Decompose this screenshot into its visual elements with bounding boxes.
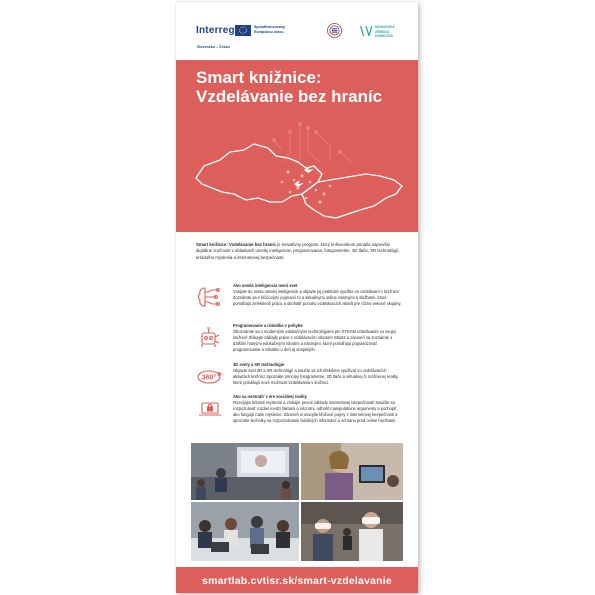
title-line-2: Vzdelávanie bez hraníc <box>196 87 383 106</box>
website-link[interactable]: smartlab.cvtisr.sk/smart-vzdelavanie <box>202 575 392 587</box>
topic-body: Vstúpte do sveta umelej inteligencie a objavte jej praktické využitie vo vzdelávaní v knižnici! Zoznámte sa s kľúčovými pojmami AI a aktuálnymi online nástrojmi a službami, ktoré pomáhajú zefektívniť prácu a obohatiť ponuku vzdelávacích aktivít pre rôzne vekové skupiny. <box>233 289 402 306</box>
photo-collage <box>191 443 403 561</box>
footer <box>176 567 418 593</box>
topic-body: Rozvíjajte kritické myslenie a získajte pevné základy internetovej bezpečnosti! Naučíte sa rozpoznávať rozdiel medzi faktami a názormi, odhaliť manipulatívne argumenty a pochopiť, ako fungujú naše myslenie. Zároveň si osvojíte kľúčové pojmy z internetovej bezpečnosti a spoznáte techniky na rozpoznávanie falošných informácií a ochranu pred online hrozbami. <box>233 400 398 423</box>
360-icon <box>196 363 226 389</box>
poster-banner <box>176 2 418 593</box>
topic-ai <box>196 283 402 321</box>
ai-brain-icon <box>196 284 226 310</box>
topic-text <box>233 323 402 353</box>
topic-text <box>233 394 402 424</box>
mzk-logo-icon <box>359 24 373 38</box>
title-line-1: Smart knižnice: <box>196 68 322 87</box>
logo-bar <box>176 2 418 58</box>
eu-text-line-2: Európskou úniou <box>254 30 284 34</box>
topic-3d-xr <box>196 362 402 392</box>
mzk-text-line-1: MORAVSKÁ <box>375 25 395 29</box>
topic-body: Oboznámte sa s modernými edukačnými technológiami pre STEAM vzdelávanie vo svojej knižnici! Získajte základy práce s vzdelávacím robotom mBot2 a zároveň sa zoznámte s ďalšími hravými edukačnými robotmi a nástrojmi, ktoré pomáhajú popularizovať programovanie a robotiku u detí aj dospelých. <box>233 329 396 352</box>
topic-title: 3D svety a XR technológie <box>233 362 285 367</box>
eu-cofunded-text <box>254 25 285 35</box>
photo-woman-tablet <box>301 443 403 500</box>
hero-section <box>176 60 418 232</box>
photo-classroom-presentation <box>191 443 299 500</box>
cz-sk-map-illustration <box>190 122 406 230</box>
interreg-subtitle: Slovensko – Česko <box>197 45 230 49</box>
intro-text: je inovatívny program, ktorý knihovníkom prináša najnovšie digitálne zručnosti v oblastiach umelej inteligencie, programovania, fotogrametrie, 3D tlače, XR technológií, kritického myslenia a internetovej bezpečnosti. <box>196 242 400 260</box>
topic-robotics <box>196 323 402 361</box>
topic-text <box>233 283 402 307</box>
topic-body: Objavte svet 3D a XR technológií a naučte sa ich efektívne využívať vo vzdelávacích aktivitách knižníc! Spoznáte princípy fotogrametrie, 3D tlače a virtuálnej či rozšírenej reality, ktoré prinášajú nové možnosti vzdelávania v knižnici. <box>233 368 399 385</box>
photo-vr-headsets <box>301 502 403 561</box>
mzk-text-line-2: ZEMSKÁ <box>375 29 390 34</box>
mzk-logo-text <box>375 25 395 39</box>
robot-icon <box>196 324 226 350</box>
mzk-text-line-3: KNIHOVNA <box>375 34 394 39</box>
eu-flag-icon <box>235 25 251 36</box>
security-laptop-icon <box>196 395 226 421</box>
topic-title: Ako umelá inteligencia mení svet <box>233 283 298 288</box>
topic-critical-thinking <box>196 394 402 438</box>
intro-paragraph <box>196 242 402 261</box>
institution-seal-icon <box>327 23 342 38</box>
svg-text:360°: 360° <box>201 374 217 382</box>
interreg-logo: Interreg <box>196 25 235 36</box>
intro-lead: Smart knižnice: Vzdelávanie bez hraníc <box>196 242 276 247</box>
eu-text-line-1: Spolufinancovaný <box>254 25 285 29</box>
topic-text <box>233 362 402 386</box>
topic-title: Programovanie a robotika v pohybe <box>233 323 303 328</box>
photo-group-laptops <box>191 502 299 561</box>
topic-title: Ako sa nestratiť v ére sociálnej reality <box>233 394 307 399</box>
page-title <box>196 68 411 106</box>
